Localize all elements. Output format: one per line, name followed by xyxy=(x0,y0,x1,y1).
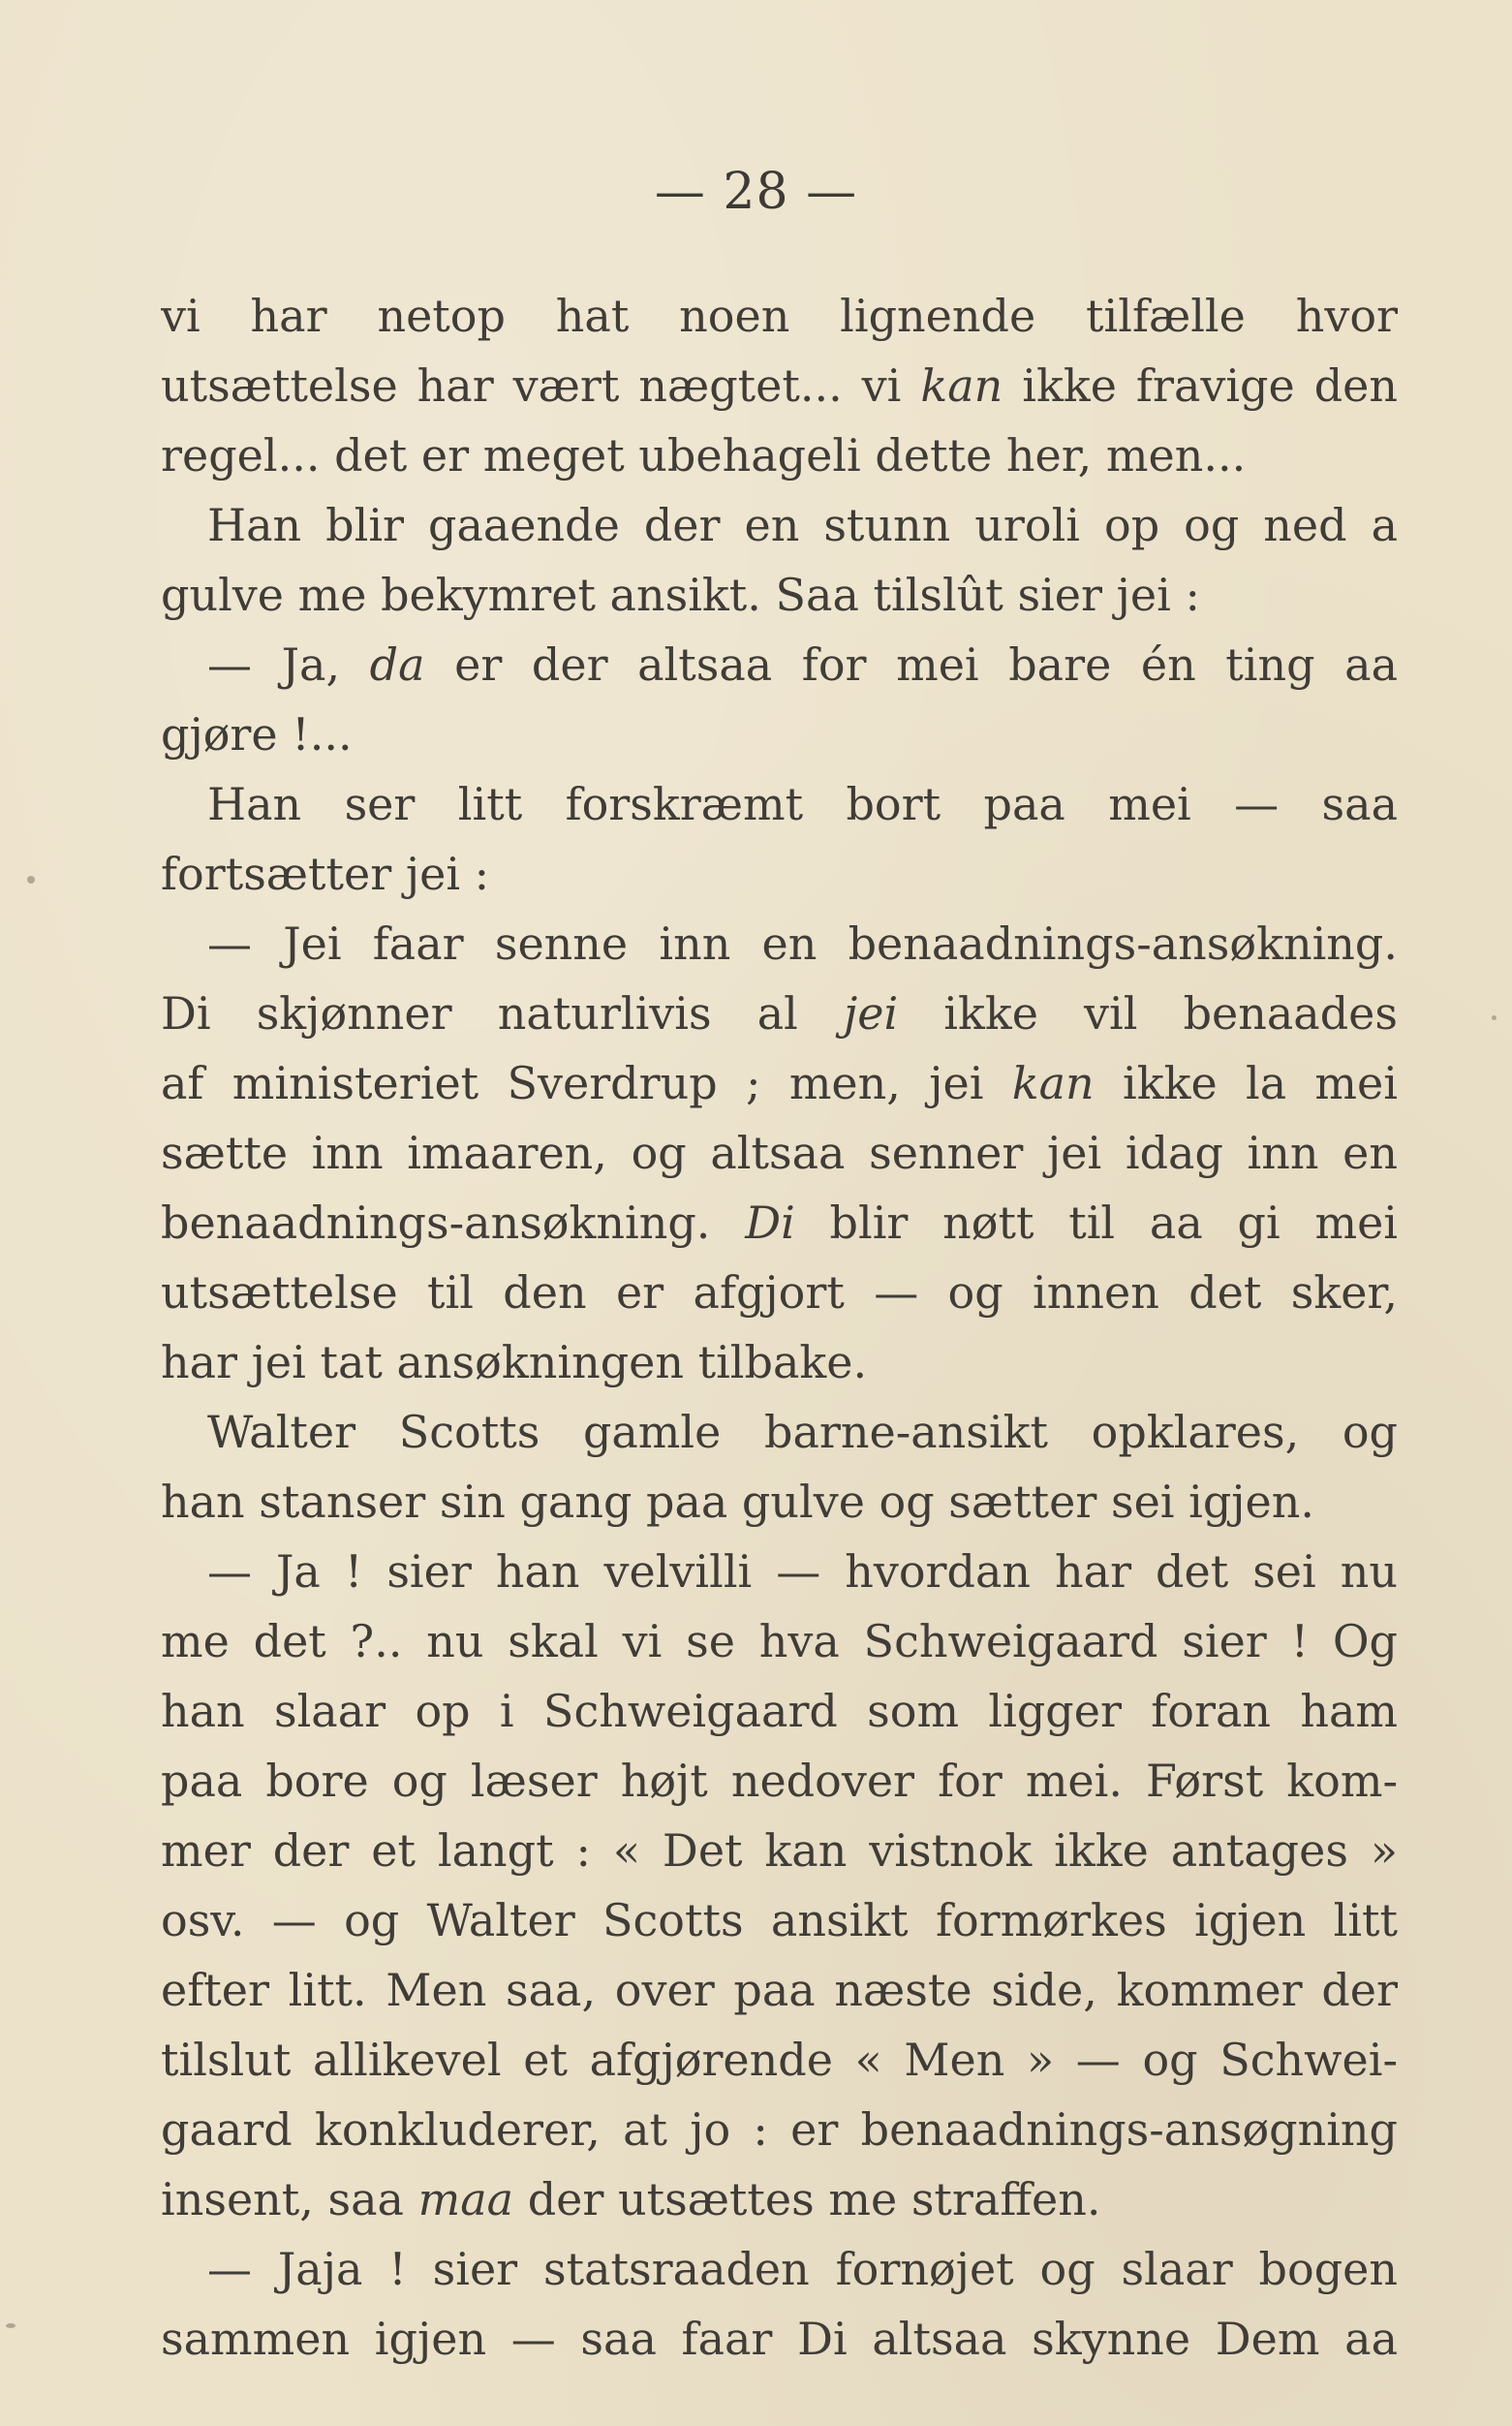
emphasis: da xyxy=(369,638,425,691)
text-line: sætte inn imaaren, og altsaa senner jei idag inn en xyxy=(161,1127,1398,1179)
text-line: af ministeriet Sverdrup ; men, jei kan ikke la mei xyxy=(161,1057,1398,1109)
text-line: han slaar op i Schweigaard som ligger foran ham xyxy=(161,1685,1398,1737)
emphasis: jei xyxy=(843,987,899,1040)
text-line: han stanser sin gang paa gulve og sætter sei igjen. xyxy=(161,1476,1315,1528)
text-line: Di skjønner naturlivis al jei ikke vil benaades xyxy=(161,987,1398,1040)
text-line: utsættelse til den er afgjort — og innen det sker, xyxy=(161,1266,1398,1319)
text-line: — Jei faar senne inn en benaadnings-ansøkning. xyxy=(207,918,1398,970)
text-line: utsættelse har vært nægtet... vi kan ikke fravige den xyxy=(161,359,1398,412)
body-text xyxy=(161,281,1398,2374)
emphasis: kan xyxy=(1011,1057,1095,1109)
emphasis: Di xyxy=(745,1197,795,1249)
text-line: Han blir gaaende der en stunn uroli op og ned a xyxy=(207,499,1398,551)
paper-speck xyxy=(1492,1015,1497,1020)
text-line: — Jaja ! sier statsraaden fornøjet og slaar bogen xyxy=(207,2243,1398,2295)
text-line: me det ?.. nu skal vi se hva Schweigaard sier ! Og xyxy=(161,1615,1398,1667)
text-line: vi har netop hat noen lignende tilfælle hvor xyxy=(161,290,1398,342)
emphasis: kan xyxy=(920,359,1003,412)
text-line: paa bore og læser højt nedover for mei. Først kom- xyxy=(161,1755,1398,1807)
text-line: fortsætter jei : xyxy=(161,848,490,900)
text-line: gaard konkluderer, at jo : er benaadnings-ansøgning xyxy=(161,2103,1398,2156)
text-line: insent, saa maa der utsættes me straffen. xyxy=(161,2173,1101,2225)
emphasis: maa xyxy=(417,2173,514,2225)
text-line: gulve me bekymret ansikt. Saa tilslût sier jei : xyxy=(161,569,1200,621)
paper-speck xyxy=(6,2323,15,2328)
page-number: — 28 — xyxy=(654,163,858,221)
text-line: har jei tat ansøkningen tilbake. xyxy=(161,1336,868,1388)
text-line: tilslut allikevel et afgjørende « Men » — og Schwei- xyxy=(161,2034,1398,2086)
text-line: Walter Scotts gamle barne-ansikt opklares, og xyxy=(207,1406,1398,1458)
text-line: gjøre !... xyxy=(161,708,353,761)
text-line: — Ja ! sier han velvilli — hvordan har det sei nu xyxy=(207,1545,1398,1598)
text-line: mer der et langt : « Det kan vistnok ikke antages » xyxy=(161,1824,1398,1877)
text-line: regel... det er meget ubehageli dette her, men... xyxy=(161,429,1247,482)
text-line: benaadnings-ansøkning. Di blir nøtt til aa gi mei xyxy=(161,1197,1398,1249)
paper-speck xyxy=(27,876,35,884)
text-line: efter litt. Men saa, over paa næste side, kommer der xyxy=(161,1964,1398,2016)
text-line: osv. — og Walter Scotts ansikt formørkes igjen litt xyxy=(161,1894,1398,1946)
text-line: Han ser litt forskræmt bort paa mei — saa xyxy=(207,778,1398,830)
text-line: — Ja, da er der altsaa for mei bare én ting aa xyxy=(207,638,1398,691)
text-line: sammen igjen — saa faar Di altsaa skynne Dem aa xyxy=(161,2313,1398,2365)
